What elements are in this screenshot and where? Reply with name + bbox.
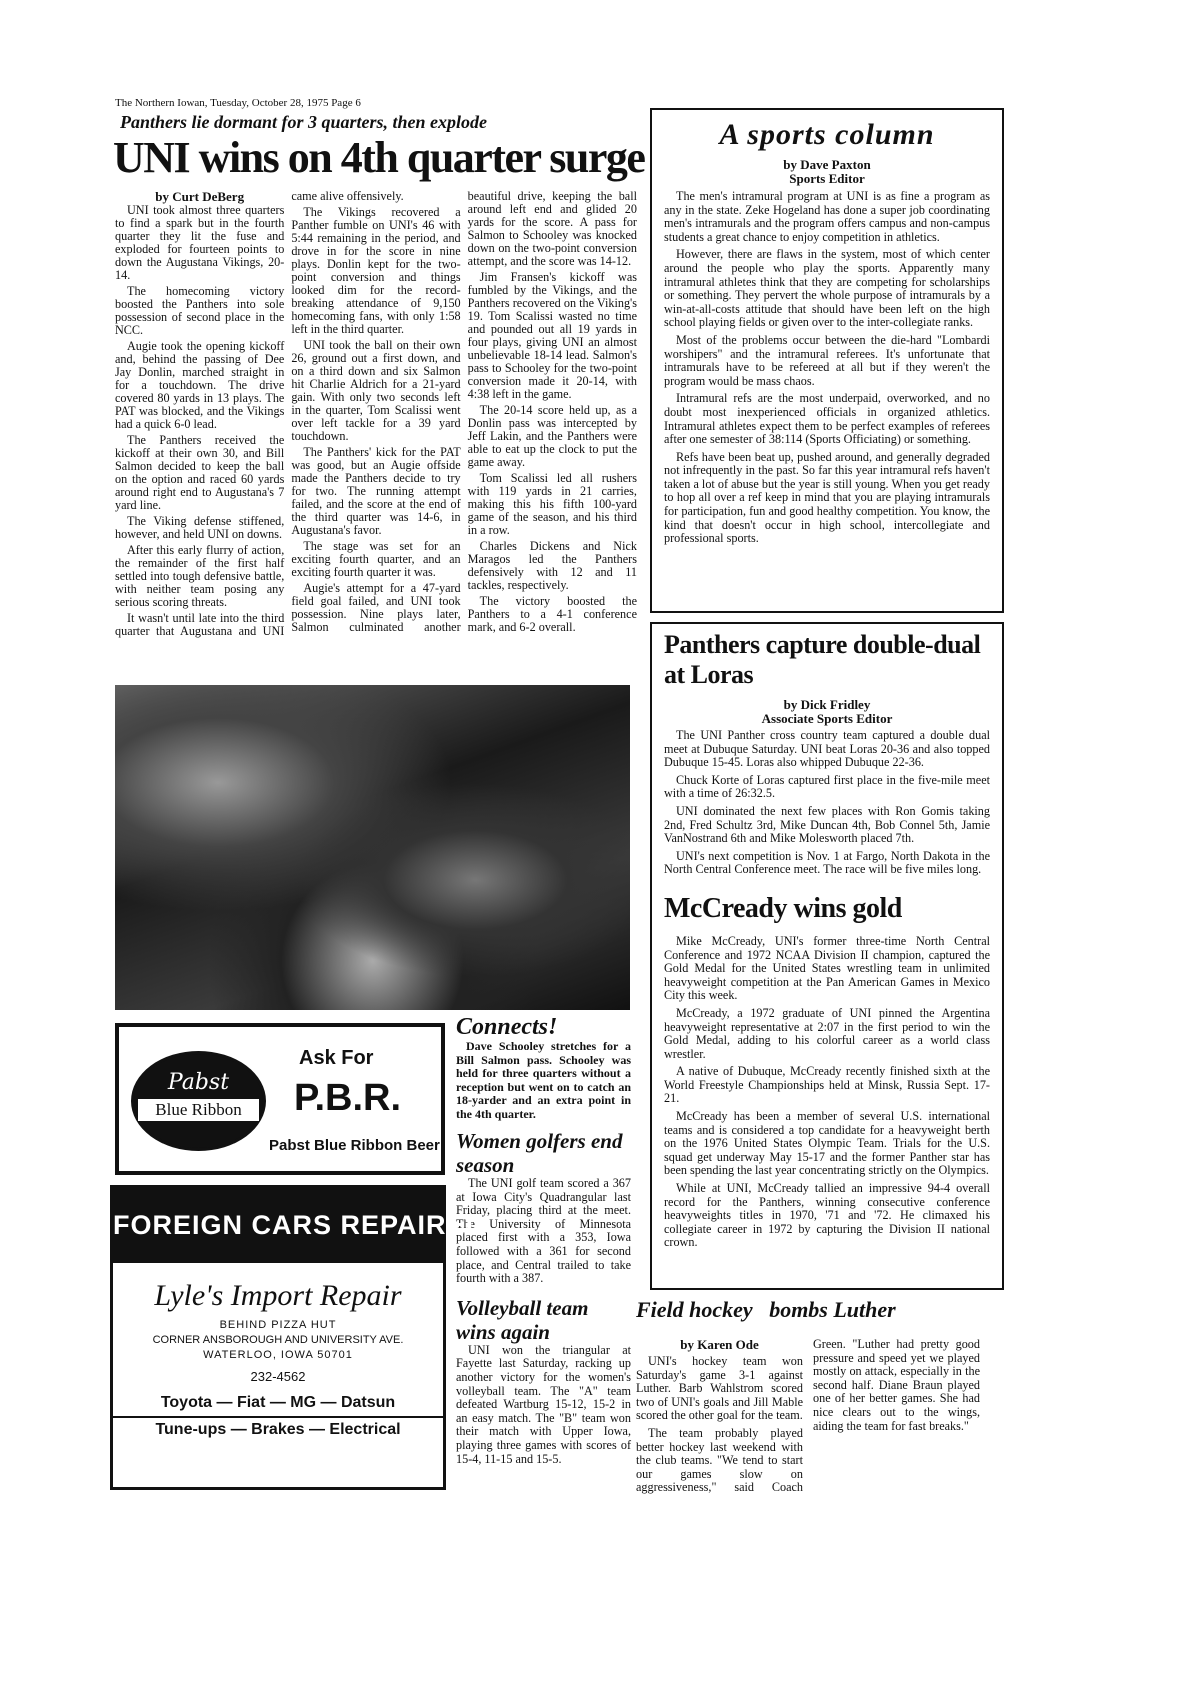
logo-text: Pabst — [167, 1070, 230, 1095]
paragraph: The victory boosted the Panthers to a 4-1 conference mark, and 6-2 overall. — [467, 594, 637, 634]
byline: by Karen Ode — [680, 1337, 759, 1352]
paragraph: The Viking defense stiffened, however, and held UNI on downs. — [115, 514, 285, 541]
paragraph: The UNI Panther cross country team captured a double dual meet at Dubuque Saturday. UNI beat Loras 20-36 and also topped Dubuque 15-45. Loras also whipped Dubuque 22-36. — [664, 728, 990, 770]
byline: by Dave Paxton — [783, 157, 871, 172]
football-photo — [115, 685, 630, 1010]
paragraph: Augie took the opening kickoff and, behind the passing of Dee Jay Donlin, marched straight in for a touchdown. The drive covered 80 yards in 13 plays. The PAT was blocked, and the Vikings had a quick 6-0 lead. — [115, 339, 285, 431]
sports-column-box — [650, 108, 1004, 613]
masthead: The Northern Iowan, Tuesday, October 28, 1975 Page 6 — [115, 97, 361, 109]
paragraph: The homecoming victory boosted the Panthers into sole possession of second place in the NCC. — [115, 284, 285, 337]
paragraph: Charles Dickens and Nick Maragos led the Panthers defensively with 12 and 11 tackles, respectively. — [467, 539, 637, 592]
paragraph: McCready has been a member of several U.S. international teams and is considered a top candidate for a heavyweight berth on the 1976 United States Olympic Team. Trials for the U.S. squad get underway May 15-17 and the former Panther star has been spending the last year concentrating strictly on the Olympics. — [664, 1109, 990, 1178]
paragraph: UNI took the ball on their own 26, ground out a first down, and on a third down and six Salmon hit Charlie Aldrich for a 21-yard gain. With only two seconds left in the quarter, Tom Scalissi went over left tackle for a 39 yard touchdown. — [291, 338, 461, 443]
paragraph: The Panthers' kick for the PAT was good, but an Augie offside made the Panthers decide to try for two. The running attempt failed, and the score at the end of the third quarter was 14-6, in Augustana's favor. — [291, 445, 461, 537]
paragraph: Jim Fransen's kickoff was fumbled by the Vikings, and the Panthers recovered on the Viking's 19. Tom Scalissi wasted no time and pounded out all 19 yards in four plays, giving UNI an almost unbelievable 18-14 lead. Salmon's pass to Schooley for the two-point conversion made it 20-14, with 4:38 left in the game. — [467, 270, 637, 401]
ad-banner: FOREIGN CARS REPAIRED — [113, 1188, 443, 1263]
hockey-body — [636, 1338, 980, 1508]
byline: by Dick Fridley — [783, 697, 871, 712]
ad-pbr: P.B.R. — [294, 1077, 402, 1119]
ad-address: CORNER ANSBOROUGH AND UNIVERSITY AVE. — [152, 1334, 404, 1346]
paragraph: A native of Dubuque, McCready recently finished sixth at the World Freestyle Championships held at Minsk, Russia Sept. 17-21. — [664, 1064, 990, 1106]
paragraph: After this early flurry of action, the remainder of the first half settled into tough defensive battle, with neither team posing any serious scoring threats. — [115, 543, 285, 609]
paragraph: UNI's hockey team won Saturday's game 3-1 against Luther. Barb Wahlstrom scored two of UNI's goals and Jill Mable scored the other goal for the team. — [636, 1354, 803, 1423]
paragraph: Intramural refs are the most underpaid, overworked, and no doubt most inexperienced officials in organized athletics. Intramural athletes expect them to be perfect examples of referees after one semester of 38:114 (Sports Officiating) or something. — [664, 391, 990, 447]
paragraph: Most of the problems occur between the die-hard "Lombardi worshipers" and the intramural referees. It's unfortunate that intramurals have to be refereed at all but if they weren't the program would be mass chaos. — [664, 332, 990, 388]
photo-caption — [456, 1014, 631, 1470]
ad-makes: Toyota — Fiat — MG — Datsun — [160, 1394, 396, 1411]
paragraph: The Vikings recovered a Panther fumble on UNI's 46 with 5:44 remaining in the period, and drove in for the score in nine plays. Donlin kept for the two-point conversion and things looked dim for the record-breaking attendance of 9,150 homecoming fans, with only 1:58 left in the third quarter. — [291, 205, 461, 336]
byline-title: Associate Sports Editor — [761, 711, 893, 726]
golf-headline: Women golfers end season — [456, 1129, 623, 1177]
paragraph: UNI took almost three quarters to find a spark but in the fourth quarter they lit the fuse and exploded for fourteen points to down the Augustana Vikings, 20-14. — [115, 203, 285, 282]
paragraph: McCready, a 1972 graduate of UNI pinned the Argentina heavyweight representative at 2:07 in the first period to win the Gold Medal, adding to his colorful career as a world class wrestler. — [664, 1005, 990, 1061]
column-headline: A sports column — [719, 118, 935, 151]
ad-ask: Ask For — [299, 1047, 374, 1069]
caption-text: Dave Schooley stretches for a Bill Salmon pass. Schooley was held for three quarters without a reception but went on to catch an 18-yarder and an extra point in the 4th quarter. — [456, 1039, 631, 1121]
paragraph: Mike McCready, UNI's former three-time North Central Conference and 1972 NCAA Division II champion, captured the Gold Medal for the United States wrestling team in unlimited heavyweight competition at the Pan American Games in Mexico City this week. — [664, 933, 990, 1003]
paragraph: It wasn't until late into the third quarter that Augustana and UNI came alive offensively. — [115, 189, 404, 638]
paragraph: The UNI golf team scored a 367 at Iowa City's Quadrangular last Friday, placing third at the meet. The University of Minnesota placed first with a 353, Iowa followed with a 361 for second place, and Central trailed to take fourth with a 387. — [456, 1176, 631, 1286]
right-news-box — [650, 622, 1004, 1290]
cross-country-headline: Panthers capture double-dual at Loras — [664, 630, 981, 689]
ad-phone: 232-4562 — [250, 1369, 306, 1384]
pbr-ad — [115, 1023, 445, 1175]
paragraph: UNI's next competition is Nov. 1 at Fargo, North Dakota in the North Central Conference meet. The race will be five miles long. — [664, 848, 990, 877]
paragraph: UNI dominated the next few places with Ron Gomis taking 2nd, Fred Schultz 3rd, Mike Duncan 4th, Bob Connel 5th, Jamie VanNostrand 6th and Mike Molesworth placed 7th. — [664, 803, 990, 846]
paragraph: The team probably played better hockey last weekend with the club teams. "We tend to start our games slow on aggressiveness," said Coach Green. "Luther had pretty good pressure and speed yet we played mostly on attack, especially in the second half. Diane Braun played one of her better games. She had nice clears out to the wings, aiding the team for fast breaks." — [636, 1337, 980, 1495]
ad-business-name: Lyle's Import Repair — [154, 1279, 402, 1312]
paragraph: The men's intramural program at UNI is as fine a program as any in the state. Zeke Hogeland has done a super job coordinating men's intramurals and the program offers campus and non-campus students a great chance to enjoy competition in athletics. — [664, 189, 990, 244]
ad-address: BEHIND PIZZA HUT — [219, 1319, 337, 1331]
column-body — [664, 190, 990, 546]
pbr-logo — [131, 1051, 266, 1151]
paragraph: UNI won the triangular at Fayette last Saturday, racking up another victory for the women's volleyball team. The "A" team defeated Wartburg 15-12, 15-2 in an easy match. The "B" team won their match with Upper Iowa, playing three games with scores of 15-4, 11-15 and 15-5. — [456, 1342, 631, 1466]
paragraph: The 20-14 score held up, as a Donlin pass was intercepted by Jeff Lakin, and the Panthers were able to eat up the clock to put the game away. — [467, 403, 637, 469]
ad-services: Tune-ups — Brakes — Electrical — [113, 1416, 443, 1439]
paragraph: However, there are flaws in the system, most of which center around the people who play the sports. Apparently many intramural athletes think that they are competing for scholarships or something. They pervert the whole purpose of intramurals by a win-at-all-costs attitude that should have been left on the high school playing fields or given over to the inter-collegiate ranks. — [664, 247, 990, 330]
caption-headline: Connects! — [456, 1014, 558, 1040]
ad-tagline: Pabst Blue Ribbon Beer — [269, 1137, 440, 1154]
ad-address: WATERLOO, IOWA 50701 — [203, 1349, 353, 1361]
paragraph: While at UNI, McCready tallied an impressive 94-4 overall record for the Panthers, winning consecutive conference heavyweights titles in 1970, '71 and '72. He climaxed his collegiate career in 1972 by capturing the Division II national crown. — [664, 1181, 990, 1250]
mccready-body — [664, 935, 990, 1250]
byline: by Curt DeBerg — [155, 189, 245, 204]
lyles-import-ad — [110, 1185, 487, 1490]
cross-country-body — [664, 729, 990, 877]
paragraph: Refs have been beat up, pushed around, and generally degraded not infrequently in the past. So far this year intramural refs haven't taken a lot of abuse but the year is still young. When you get ready to hop all over a ref keep in mind that you are playing intramurals for participation, fun and good healthy competition. You know, the kind that doesn't occur in high school, intercollegiate and professional sports. — [664, 449, 990, 546]
logo-text: Blue Ribbon — [138, 1099, 259, 1121]
paragraph: The stage was set for an exciting fourth quarter, and an exciting fourth quarter it was. — [291, 539, 461, 579]
paragraph: Tom Scalissi led all rushers with 119 yards in 21 carries, making this his fifth 100-yard game of the season, and his third in a row. — [467, 471, 637, 537]
volleyball-headline: Volleyball team wins again — [456, 1295, 589, 1344]
lead-headline: UNI wins on 4th quarter surge — [113, 133, 645, 182]
hockey-headline: Field hockey bombs Luther — [636, 1297, 896, 1322]
kicker: Panthers lie dormant for 3 quarters, then explode — [120, 112, 488, 132]
byline-title: Sports Editor — [789, 171, 865, 186]
lead-article — [115, 190, 637, 638]
paragraph: Chuck Korte of Loras captured first place in the five-mile meet with a time of 26:32.5. — [664, 772, 990, 801]
mccready-headline: McCready wins gold — [664, 892, 902, 924]
paragraph: The Panthers received the kickoff at their own 30, and Bill Salmon decided to keep the ball on the option and raced 60 yards around right end to Augustana's 7 yard line. — [115, 433, 285, 512]
paragraph: Augie's attempt for a 47-yard field goal failed, and UNI took possession. Nine plays later, Salmon culminated another beautiful drive, keeping the ball around left end and glided 20 yards for the score. A pass for Salmon to Schooley was knocked down on the two-point conversion attempt, and the score was 14-12. — [291, 189, 637, 634]
volleyball-body — [456, 1344, 631, 1466]
